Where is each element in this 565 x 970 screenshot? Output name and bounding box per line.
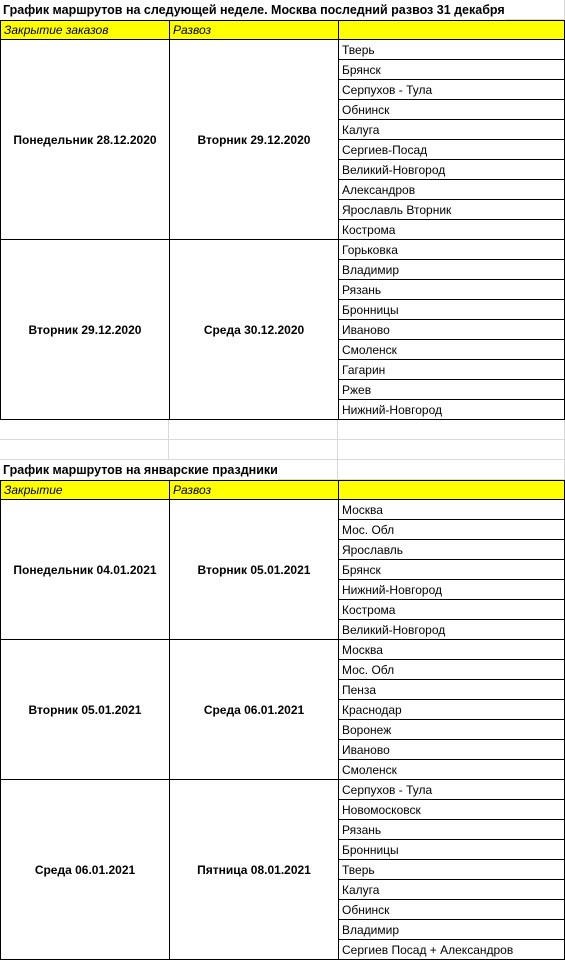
delivery-date-cell[interactable]: Среда 06.01.2021 [169, 640, 338, 780]
header-delivery-cell[interactable]: Развоз [169, 481, 338, 499]
city-cell[interactable]: Великий-Новгород [339, 620, 564, 640]
empty-cell[interactable] [169, 420, 338, 440]
empty-cell[interactable] [338, 460, 565, 480]
section-title: График маршрутов на январские праздники [0, 460, 278, 480]
city-cell[interactable]: Серпухов - Тула [339, 80, 564, 100]
city-list [338, 780, 565, 960]
route-group [0, 500, 565, 640]
header-close-cell[interactable]: Закрытие заказов [0, 21, 169, 39]
route-group [0, 780, 565, 960]
close-date-cell[interactable]: Понедельник 28.12.2020 [0, 40, 169, 240]
city-list [338, 640, 565, 780]
city-cell[interactable]: Новомосковск [339, 800, 564, 820]
city-cell[interactable]: Воронеж [339, 720, 564, 740]
city-list [338, 500, 565, 640]
city-cell[interactable]: Рязань [339, 820, 564, 840]
city-cell[interactable]: Ярославль [339, 540, 564, 560]
city-cell[interactable]: Калуга [339, 880, 564, 900]
section-title-row[interactable] [0, 0, 565, 20]
header-row [0, 480, 565, 500]
section-title: График маршрутов на следующей неделе. Москва последний развоз 31 декабря [0, 0, 505, 20]
section-title-row[interactable] [0, 460, 565, 480]
city-cell[interactable]: Александров [339, 180, 564, 200]
delivery-date-cell[interactable]: Вторник 29.12.2020 [169, 40, 338, 240]
close-date-cell[interactable]: Вторник 05.01.2021 [0, 640, 169, 780]
delivery-date-cell[interactable]: Пятница 08.01.2021 [169, 780, 338, 960]
city-cell[interactable]: Брянск [339, 60, 564, 80]
city-cell[interactable]: Сергиев Посад + Александров [339, 940, 564, 960]
city-cell[interactable]: Серпухов - Тула [339, 780, 564, 800]
city-list [338, 240, 565, 420]
city-cell[interactable]: Тверь [339, 40, 564, 60]
header-row [0, 20, 565, 40]
empty-row[interactable] [0, 420, 565, 440]
city-cell[interactable]: Бронницы [339, 300, 564, 320]
city-cell[interactable]: Тверь [339, 860, 564, 880]
city-cell[interactable]: Краснодар [339, 700, 564, 720]
city-cell[interactable]: Великий-Новгород [339, 160, 564, 180]
empty-row[interactable] [0, 440, 565, 460]
header-delivery-cell[interactable]: Развоз [169, 21, 338, 39]
empty-cell[interactable] [169, 440, 338, 460]
empty-cell[interactable] [0, 420, 169, 440]
city-cell[interactable]: Обнинск [339, 900, 564, 920]
city-cell[interactable]: Ярославль Вторник [339, 200, 564, 220]
city-cell[interactable]: Иваново [339, 320, 564, 340]
city-cell[interactable]: Пенза [339, 680, 564, 700]
header-routes-cell[interactable] [338, 481, 565, 499]
empty-cell[interactable] [338, 420, 565, 440]
route-group [0, 40, 565, 240]
city-cell[interactable]: Гагарин [339, 360, 564, 380]
city-cell[interactable]: Рязань [339, 280, 564, 300]
city-cell[interactable]: Калуга [339, 120, 564, 140]
city-cell[interactable]: Нижний-Новгород [339, 400, 564, 420]
city-cell[interactable]: Брянск [339, 560, 564, 580]
city-cell[interactable]: Горьковка [339, 240, 564, 260]
city-cell[interactable]: Москва [339, 640, 564, 660]
empty-cell[interactable] [0, 440, 169, 460]
empty-cell[interactable] [338, 440, 565, 460]
city-cell[interactable]: Москва [339, 500, 564, 520]
city-cell[interactable]: Ржев [339, 380, 564, 400]
city-cell[interactable]: Сергиев-Посад [339, 140, 564, 160]
city-cell[interactable]: Кострома [339, 220, 564, 240]
city-cell[interactable]: Нижний-Новгород [339, 580, 564, 600]
header-routes-cell[interactable] [338, 21, 565, 39]
city-cell[interactable]: Иваново [339, 740, 564, 760]
city-list [338, 40, 565, 240]
delivery-date-cell[interactable]: Среда 30.12.2020 [169, 240, 338, 420]
city-cell[interactable]: Обнинск [339, 100, 564, 120]
close-date-cell[interactable]: Понедельник 04.01.2021 [0, 500, 169, 640]
city-cell[interactable]: Смоленск [339, 340, 564, 360]
close-date-cell[interactable]: Вторник 29.12.2020 [0, 240, 169, 420]
header-close-cell[interactable]: Закрытие [0, 481, 169, 499]
city-cell[interactable]: Кострома [339, 600, 564, 620]
city-cell[interactable]: Мос. Обл [339, 520, 564, 540]
city-cell[interactable]: Бронницы [339, 840, 564, 860]
route-group [0, 240, 565, 420]
city-cell[interactable]: Владимир [339, 260, 564, 280]
close-date-cell[interactable]: Среда 06.01.2021 [0, 780, 169, 960]
delivery-date-cell[interactable]: Вторник 05.01.2021 [169, 500, 338, 640]
route-group [0, 640, 565, 780]
city-cell[interactable]: Смоленск [339, 760, 564, 780]
city-cell[interactable]: Мос. Обл [339, 660, 564, 680]
city-cell[interactable]: Владимир [339, 920, 564, 940]
